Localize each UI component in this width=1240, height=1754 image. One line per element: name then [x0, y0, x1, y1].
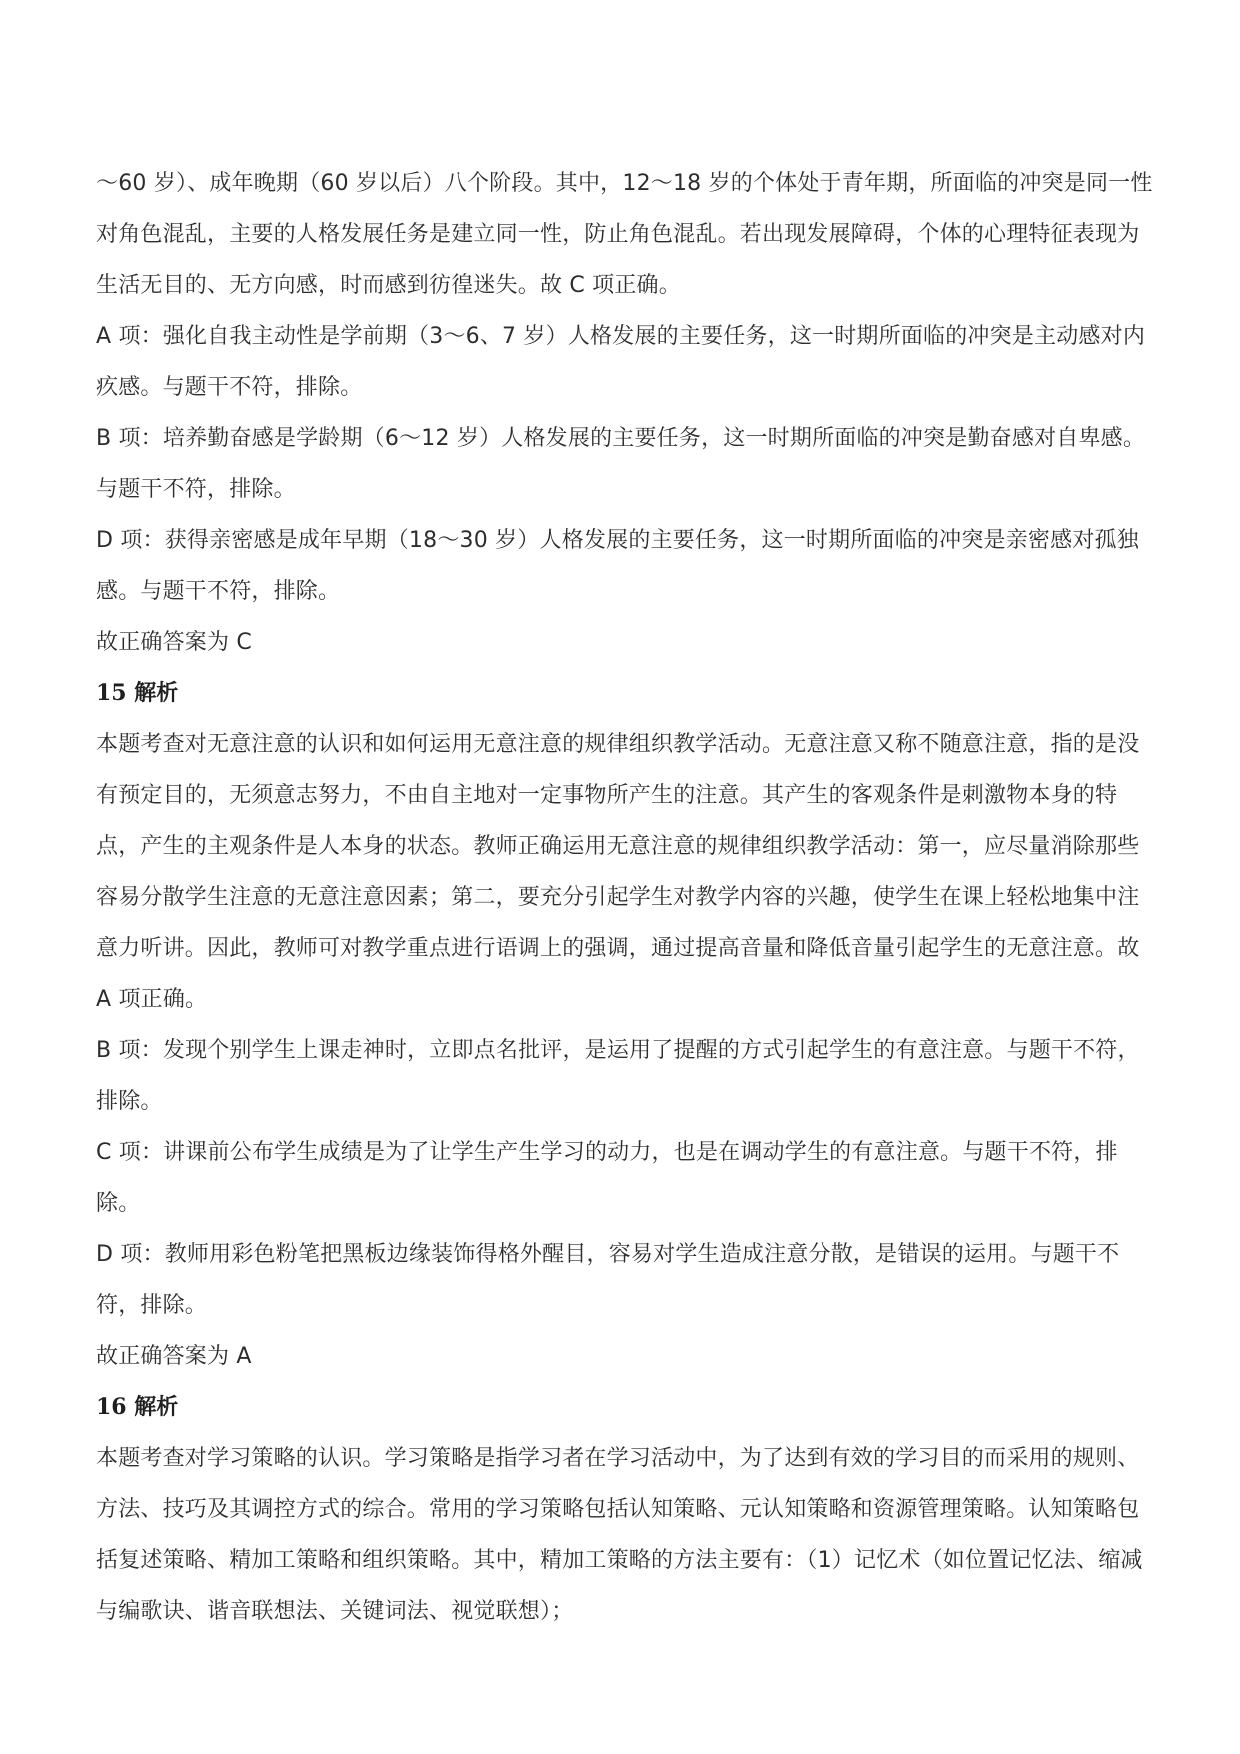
paragraph-16-explanation: 本题考查对学习策略的认识。学习策略是指学习者在学习活动中，为了达到有效的学习目的而采用的规则、方法、技巧及其调控方式的综合。常用的学习策略包括认知策略、元认知策略和资源管理策略。认知策略包括复述策略、精加工策略和组织策略。其中，精加工策略的方法主要有：（1）记忆术（如位置记忆法、缩减与编歌诀、谐音联想法、关键词法、视觉联想）；: [96, 1446, 1143, 1624]
paragraph-c-explanation: ～60 岁）、成年晚期（60 岁以后）八个阶段。其中，12～18 岁的个体处于青年期，所面临的冲突是同一性对角色混乱，主要的人格发展任务是建立同一性，防止角色混乱。若出现发展障碍，个体的心理特征表现为生活无目的、无方向感，时而感到彷徨迷失。故 C 项正确。: [96, 171, 1153, 298]
paragraph-15-option-b: B 项：发现个别学生上课走神时，立即点名批评，是运用了提醒的方式引起学生的有意注意。与题干不符，排除。: [96, 1038, 1140, 1114]
document-body: [96, 158, 1156, 1637]
paragraph-option-a: A 项：强化自我主动性是学前期（3～6、7 岁）人格发展的主要任务，这一时期所面临的冲突是主动感对内疚感。与题干不符，排除。: [96, 324, 1146, 400]
section-heading-16: 16 解析: [96, 1394, 179, 1420]
paragraph-15-option-c: C 项：讲课前公布学生成绩是为了让学生产生学习的动力，也是在调动学生的有意注意。与题干不符，排除。: [96, 1140, 1118, 1216]
paragraph-15-option-d: D 项：教师用彩色粉笔把黑板边缘装饰得格外醒目，容易对学生造成注意分散，是错误的运用。与题干不符，排除。: [96, 1242, 1120, 1318]
paragraph-option-d: D 项：获得亲密感是成年早期（18～30 岁）人格发展的主要任务，这一时期所面临的冲突是亲密感对孤独感。与题干不符，排除。: [96, 528, 1139, 604]
answer-line-15: 故正确答案为 A: [96, 1344, 252, 1369]
paragraph-15-explanation: 本题考查对无意注意的认识和如何运用无意注意的规律组织教学活动。无意注意又称不随意注意，指的是没有预定目的，无须意志努力，不由自主地对一定事物所产生的注意。其产生的客观条件是刺激物本身的特点，产生的主观条件是人本身的状态。教师正确运用无意注意的规律组织教学活动：第一，应尽量消除那些容易分散学生注意的无意注意因素；第二，要充分引起学生对教学内容的兴趣，使学生在课上轻松地集中注意力听讲。因此，教师可对教学重点进行语调上的强调，通过提高音量和降低音量引起学生的无意注意。故 A 项正确。: [96, 732, 1140, 1012]
answer-line: 故正确答案为 C: [96, 630, 252, 655]
paragraph-option-b: B 项：培养勤奋感是学龄期（6～12 岁）人格发展的主要任务，这一时期所面临的冲突是勤奋感对自卑感。与题干不符，排除。: [96, 426, 1146, 502]
section-heading-15: 15 解析: [96, 680, 179, 706]
